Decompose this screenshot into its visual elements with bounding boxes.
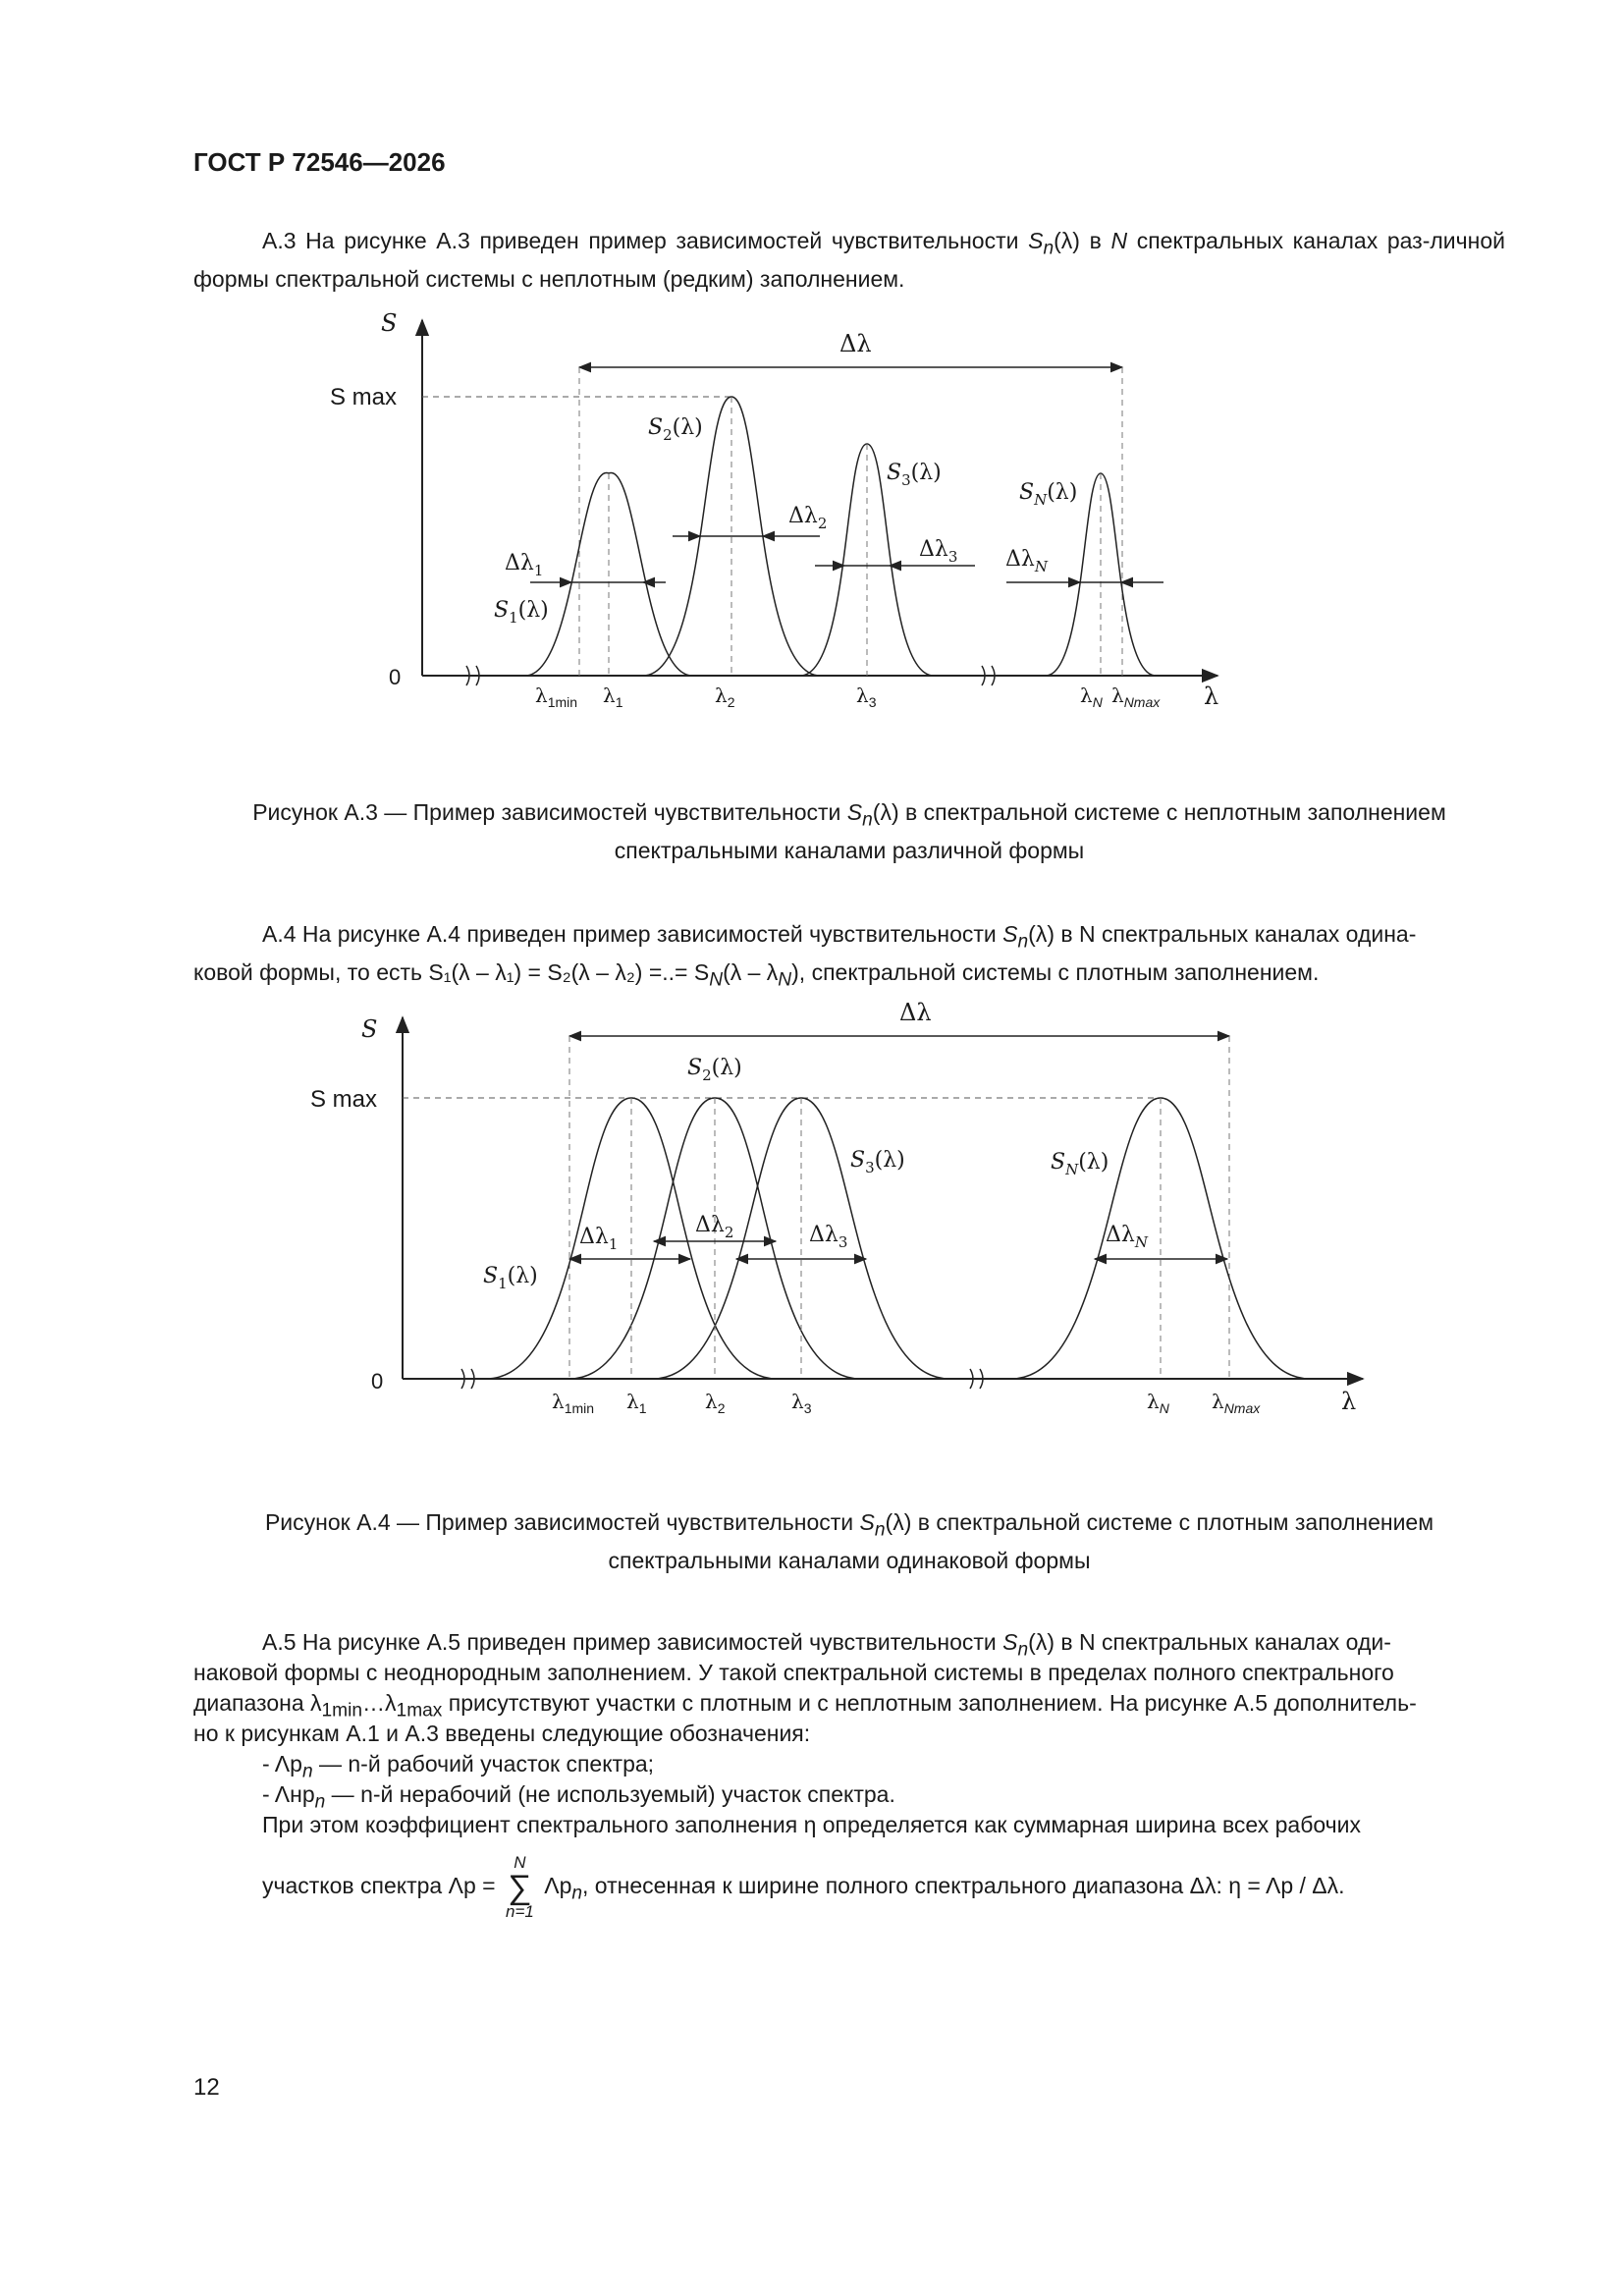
label-s1: $S_1(\lambda)$ — [494, 598, 549, 627]
tick-lnmax: $\lambda_{Nmax}$ — [1212, 1390, 1261, 1416]
paragraph-a5-line2: наковой формы с неоднородным заполнением. У такой спектральной системы в пределах полного спектрального — [193, 1660, 1394, 1685]
list-item-working: - $\Lambda p_n$ — n-й рабочий участок спектра; — [262, 1751, 655, 1782]
tick-ln: $\lambda_N$ — [1080, 683, 1103, 710]
paragraph-a4: А.4 На рисунке А.4 приведен пример зависимостей чувствительности $S_n(\lambda)$ в N спектральных каналах одина- ковой формы, то есть S₁(λ – λ₁) = S₂(λ – λ₂) =..= $S_N(\lambda - \lambda_N)$, спектральной системы с плотным заполнением. — [193, 921, 1417, 991]
caption-a3: Рисунок А.3 — Пример зависимостей чувствительности $S_n(\lambda)$ в спектральной системе с неплотным заполнением спектральными каналами различной формы — [252, 799, 1446, 863]
tick-l2: $\lambda_2$ — [715, 683, 735, 710]
label-dln: $\Delta\lambda_N$ — [1005, 547, 1048, 575]
paragraph-a5-line4: но к рисункам А.1 и А.3 введены следующие обозначения: — [193, 1721, 811, 1746]
paragraph-a5-line5: При этом коэффициент спектрального заполнения η определяется как суммарная ширина всех рабочих — [262, 1812, 1361, 1837]
delta-lambda-label: Δλ — [899, 999, 932, 1026]
zero-label: 0 — [389, 665, 402, 689]
page-number: 12 — [193, 2074, 220, 2101]
label-sn: $S_N(\lambda)$ — [1051, 1150, 1109, 1178]
formula-line: участков спектра Λp = N ∑ n=1 $\Lambda p_n$, отнесенная к ширине полного спектрального диапазона Δλ: η = Λp / Δλ. — [262, 1852, 1345, 1921]
axis-y-label: S — [361, 1015, 378, 1043]
paragraph-a5-line3: диапазона $\lambda_{1min}\dots\lambda_{1max}$ присутствуют участки с плотным и с неплотным заполнением. На рисунке А.5 дополнитель- — [193, 1690, 1417, 1722]
label-s3: $S_3(\lambda)$ — [887, 461, 942, 489]
tick-l3: $\lambda_3$ — [791, 1390, 812, 1416]
list-item-nonworking: - Λнp$_n$ — n-й нерабочий (не используемый) участок спектра. — [262, 1781, 895, 1813]
label-s2: $S_2(\lambda)$ — [648, 415, 703, 444]
sum-symbol: N ∑ n=1 — [505, 1852, 534, 1921]
axis-x-label: λ — [1204, 683, 1219, 710]
label-s1: $S_1(\lambda)$ — [483, 1264, 538, 1292]
figure-a4 — [0, 999, 1623, 1416]
delta-lambda-label: Δλ — [839, 330, 872, 357]
label-s2: $S_2(\lambda)$ — [687, 1056, 742, 1084]
document-header: ГОСТ Р 72546—2026 — [193, 147, 446, 177]
tick-l1min: $\lambda_{1min}$ — [535, 683, 578, 710]
label-dl1: $\Delta\lambda_1$ — [505, 551, 544, 579]
tick-l1: $\lambda_1$ — [626, 1390, 647, 1416]
label-dl1: $\Delta\lambda_1$ — [579, 1225, 619, 1253]
smax-label: S max — [310, 1086, 378, 1113]
label-dl3: $\Delta\lambda_3$ — [809, 1223, 848, 1251]
label-dl2: $\Delta\lambda_2$ — [695, 1213, 734, 1241]
tick-l1min: $\lambda_{1min}$ — [552, 1390, 595, 1416]
tick-l1: $\lambda_1$ — [603, 683, 623, 710]
label-dln: $\Delta\lambda_N$ — [1106, 1223, 1148, 1251]
label-dl3: $\Delta\lambda_3$ — [919, 537, 958, 566]
paragraph-a5-line1: А.5 На рисунке А.5 приведен пример зависимостей чувствительности $S_n(\lambda)$ в N спектральных каналах оди- — [262, 1629, 1391, 1661]
tick-l3: $\lambda_3$ — [856, 683, 877, 710]
tick-l2: $\lambda_2$ — [705, 1390, 726, 1416]
tick-lnmax: $\lambda_{Nmax}$ — [1111, 683, 1161, 710]
axis-y-label: S — [381, 309, 398, 337]
caption-a4: Рисунок А.4 — Пример зависимостей чувствительности $S_n(\lambda)$ в спектральной системе с плотным заполнением спектральными каналами одинаковой формы — [264, 1509, 1434, 1573]
figure-a3 — [0, 304, 1623, 737]
axis-x-label: λ — [1341, 1388, 1357, 1415]
zero-label: 0 — [371, 1369, 384, 1394]
smax-label: S max — [330, 384, 398, 410]
paragraph-a3: А.3 На рисунке А.3 приведен пример зависимостей чувствительности $S_n(\lambda)$ в N спектральных каналах раз-личной формы спектральной системы с неплотным (редким) заполнением. — [193, 228, 1505, 292]
label-sn: $S_N(\lambda)$ — [1019, 480, 1078, 509]
label-s3: $S_3(\lambda)$ — [850, 1148, 905, 1176]
tick-ln: $\lambda_N$ — [1147, 1390, 1169, 1416]
label-dl2: $\Delta\lambda_2$ — [788, 504, 828, 532]
